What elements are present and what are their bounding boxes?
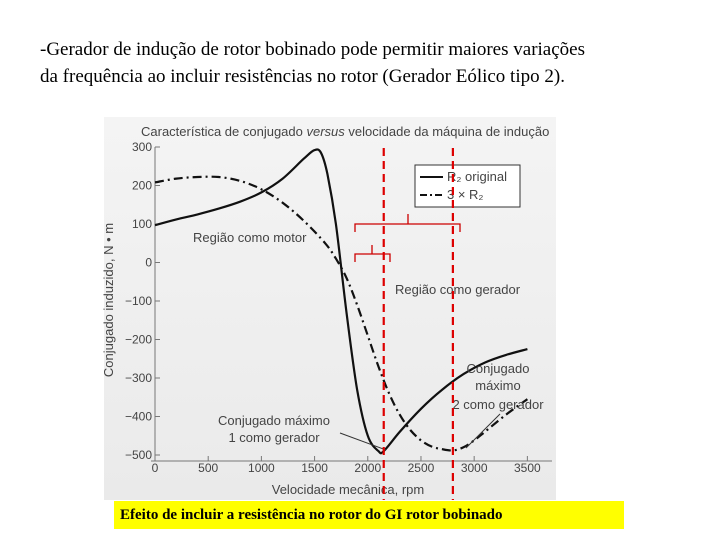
chart-title-part-3: velocidade da máquina de indução: [344, 124, 550, 139]
y-tick-label: 0: [145, 255, 152, 270]
x-tick-label: 3000: [460, 461, 488, 475]
y-tick-label: −200: [124, 332, 152, 347]
x-axis-label: Velocidade mecânica, rpm: [271, 482, 425, 497]
annotation-max-2-line-3: 2 como gerador: [452, 397, 544, 412]
y-tick-label: −100: [124, 294, 152, 308]
motor-region-label: Região como motor: [193, 230, 307, 245]
y-tick-label: 300: [131, 140, 152, 154]
annotation-max-2-line-1: Conjugado: [466, 361, 530, 376]
annotation-max-1-line-1: Conjugado máximo: [217, 413, 331, 428]
annotation-max-1-line-2: 1 como gerador: [228, 430, 320, 445]
y-tick-label: 100: [131, 217, 152, 231]
chart-title-part-1: Característica de conjugado: [141, 124, 307, 139]
legend: [415, 165, 520, 207]
legend-label-3r2: 3 × R₂: [447, 187, 484, 202]
y-tick-label: −400: [124, 409, 152, 424]
x-tick-label: 0: [151, 461, 159, 475]
legend-label-original: R₂ original: [447, 169, 507, 184]
x-tick-label: 2500: [407, 461, 435, 475]
caption-box: Efeito de incluir a resistência no rotor do GI rotor bobinado: [114, 501, 624, 529]
chart-title-part-2: versus: [306, 124, 345, 139]
y-tick-label: −300: [124, 371, 152, 385]
x-tick-label: 2000: [354, 461, 382, 475]
y-tick-label: 200: [131, 178, 152, 193]
x-tick-label: 1000: [248, 461, 275, 475]
y-axis-label: Conjugado induzido, N • m: [101, 222, 116, 378]
generator-region-label: Região como gerador: [395, 282, 521, 297]
x-tick-label: 500: [198, 461, 219, 475]
chart-title: [141, 124, 549, 139]
heading-line-2: da frequência ao incluir resistências no rotor (Gerador Eólico tipo 2).: [40, 66, 565, 87]
annotation-max-2-line-2: máximo: [475, 378, 521, 393]
heading-line-1: -Gerador de indução de rotor bobinado pode permitir maiores variações: [40, 39, 585, 60]
x-tick-label: 3500: [514, 461, 541, 475]
x-tick-label: 1500: [301, 461, 328, 475]
y-tick-label: −500: [124, 448, 152, 462]
